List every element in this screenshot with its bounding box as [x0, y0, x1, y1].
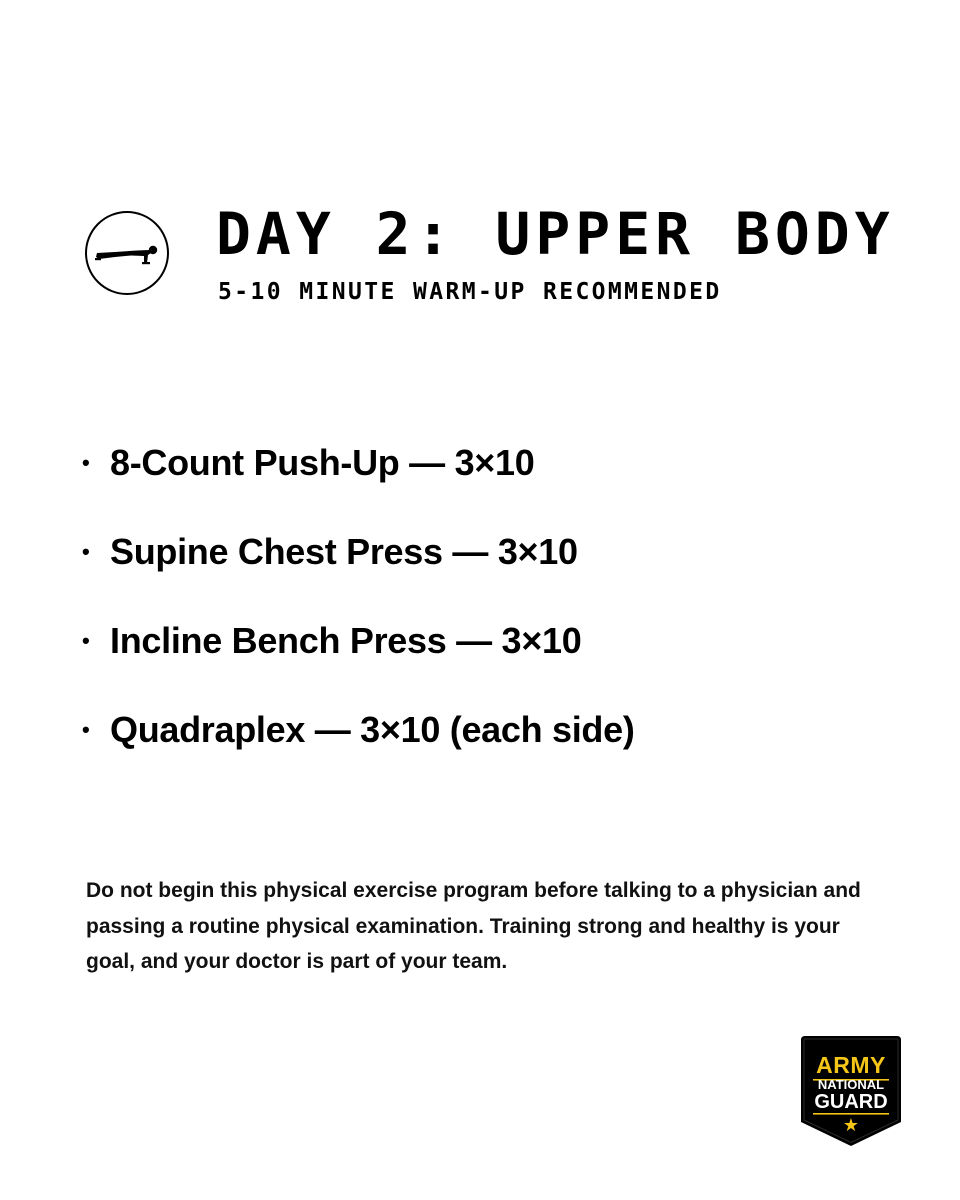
disclaimer: Do not begin this physical exercise program before talking to a physician and passing a routine physical examination. Training strong and healthy is your goal, and your doctor is part of your team.	[86, 879, 861, 973]
list-item	[82, 529, 635, 618]
logo-army-text: ARMY	[816, 1052, 886, 1078]
army-national-guard-logo	[801, 1036, 901, 1146]
exercise-list	[82, 440, 635, 796]
list-item	[82, 707, 635, 796]
star-icon: ★	[842, 1115, 860, 1136]
bullet: •	[82, 539, 90, 564]
bullet: •	[82, 450, 90, 475]
bullet: •	[82, 628, 90, 653]
exercise-text: 8-Count Push-Up — 3×10	[110, 442, 535, 483]
list-item	[82, 440, 635, 529]
list-item	[82, 618, 635, 707]
page-title: DAY 2: UPPER BODY	[216, 200, 895, 268]
header	[85, 200, 905, 310]
bullet: •	[82, 717, 90, 742]
page-subtitle: 5-10 MINUTE WARM-UP RECOMMENDED	[218, 279, 722, 305]
push-up-icon	[85, 211, 169, 295]
exercise-text: Incline Bench Press — 3×10	[110, 620, 582, 661]
exercise-text: Quadraplex — 3×10 (each side)	[110, 709, 635, 750]
logo-guard-text: GUARD	[814, 1091, 888, 1113]
exercise-text: Supine Chest Press — 3×10	[110, 531, 578, 572]
logo-national-text: NATIONAL	[817, 1077, 885, 1092]
